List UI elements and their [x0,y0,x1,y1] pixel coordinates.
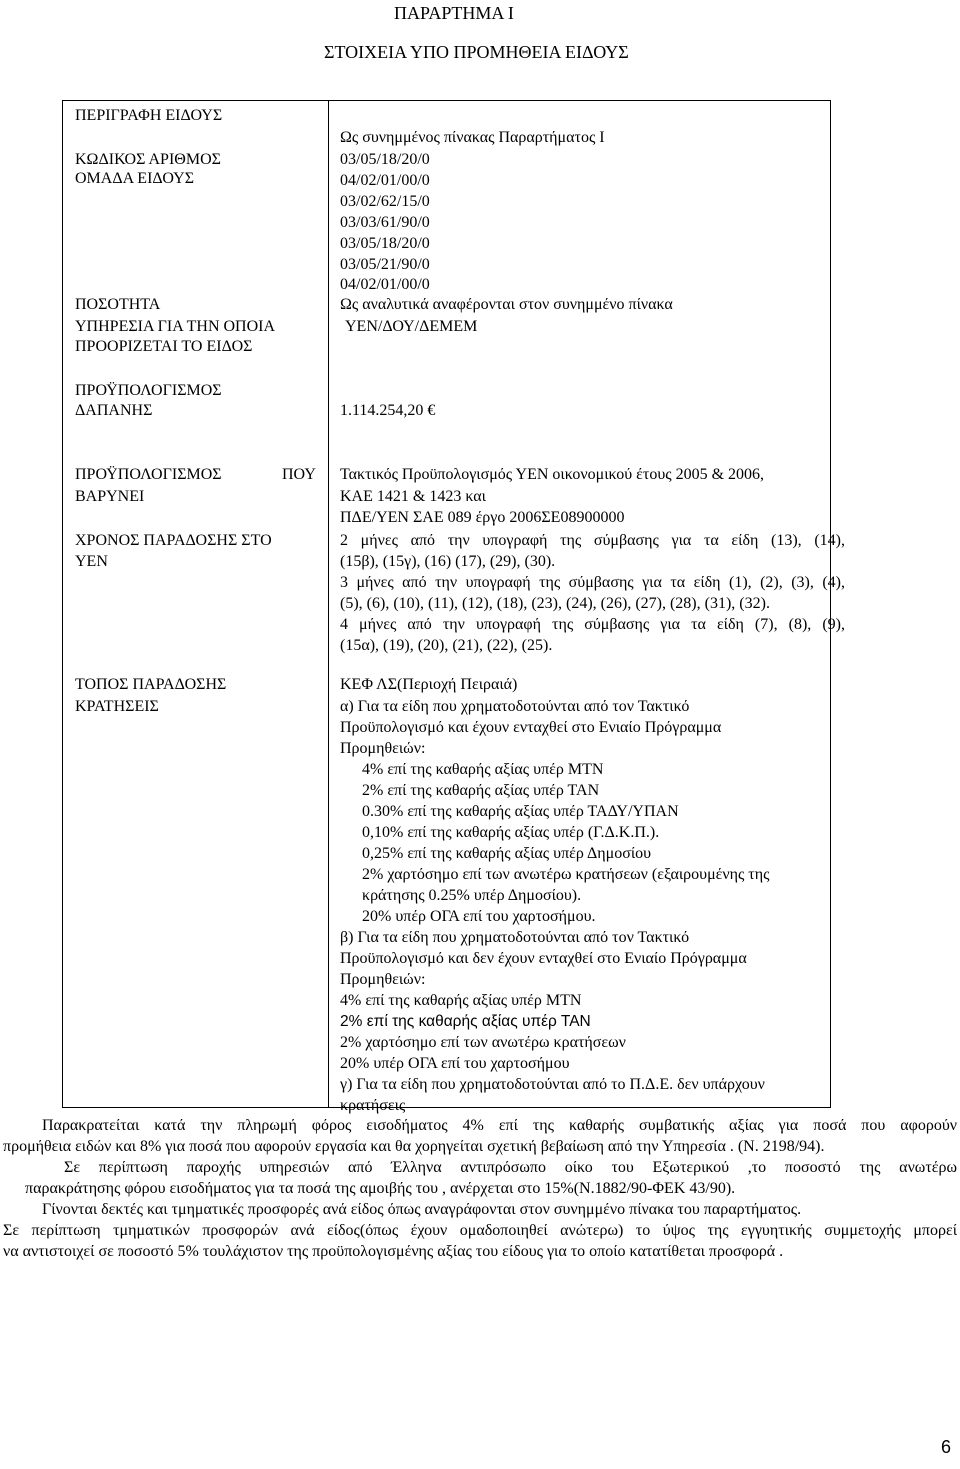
value-code: 03/05/18/20/0 [340,235,430,252]
value-deductions-b-intro3: Προμηθειών: [340,971,426,988]
value-deductions-a-2: 2% επί της καθαρής αξίας υπέρ ΤΑΝ [362,782,600,799]
value-code: 03/02/62/15/0 [340,193,430,210]
label-delivery-time-line1: ΧΡΟΝΟΣ ΠΑΡΑΔΟΣΗΣ ΣΤΟ [75,532,272,549]
page-number: 6 [941,1437,952,1457]
label-quantity: ΠΟΣΟΤΗΤΑ [75,296,161,313]
value-deductions-b-intro1: β) Για τα είδη που χρηματοδοτούνται από τον Τακτικό [340,929,690,946]
value-charged-budget-line3: ΠΔΕ/ΥΕΝ ΣΑΕ 089 έργο 2006ΣΕ08900000 [340,509,625,526]
label-charged-budget-line2: ΒΑΡΥΝΕΙ [75,488,145,505]
label-deductions: ΚΡΑΤΗΣΕΙΣ [75,698,159,715]
value-deductions-a-intro1: α) Για τα είδη που χρηματοδοτούνται από τον Τακτικό [340,698,690,715]
value-delivery-time-3a: 4 μήνες από την υπογραφή της σύμβασης για τα είδη (7), (8), (9), [340,616,845,633]
label-charged-budget-b: ΠΟΥ [282,466,316,483]
label-delivery-place: ΤΟΠΟΣ ΠΑΡΑΔΟΣΗΣ [75,676,227,693]
label-service-line2: ΠΡΟΟΡΙΖΕΤΑΙ ΤΟ ΕΙΔΟΣ [75,338,253,355]
label-service-line1: ΥΠΗΡΕΣΙΑ ΓΙΑ ΤΗΝ ΟΠΟΙΑ [75,318,276,335]
appendix-title: ΠΑΡΑΡΤΗΜΑ Ι [394,3,514,23]
value-description: Ως συνημμένος πίνακας Παραρτήματος Ι [340,129,605,146]
value-deductions-a-4: 0,10% επί της καθαρής αξίας υπέρ (Γ.Δ.Κ.Π.). [362,824,660,841]
value-deductions-a-6a: 2% χαρτόσημο επί των ανωτέρω κρατήσεων (εξαιρουμένης της [362,866,770,883]
tax-withholding-line1: Παρακρατείται κατά την πληρωμή φόρος εισοδήματος 4% επί της καθαρής συμβατικής αξίας για ποσά που αφορούν [42,1117,957,1134]
value-deductions-a-1: 4% επί της καθαρής αξίας υπέρ ΜΤΝ [362,761,604,778]
value-deductions-a-intro2: Προϋπολογισμό και έχουν ενταχθεί στο Ενιαίο Πρόγραμμα [340,719,722,736]
label-code-line2: ΟΜΑΔΑ ΕΙΔΟΥΣ [75,170,195,187]
guarantee-note-line1: Σε περίπτωση τμηματικών προσφορών ανά είδος(όπως έχουν ομαδοποιηθεί ανώτερω) το ύψος της εγγυητικής συμμετοχής μπορεί [3,1222,957,1239]
value-charged-budget-line2: ΚΑΕ 1421 & 1423 και [340,488,486,505]
value-deductions-a-7: 20% υπέρ ΟΓΑ επί του χαρτοσήμου. [362,908,596,925]
value-deductions-b-3: 2% χαρτόσημο επί των ανωτέρω κρατήσεων [340,1034,626,1051]
value-delivery-time-2b: (5), (6), (10), (11), (12), (18), (23), (24), (26), (27), (28), (31), (32). [340,595,770,612]
label-charged-budget-a: ΠΡΟΫΠΟΛΟΓΙΣΜΟΣ [75,466,222,483]
value-delivery-time-3b: (15α), (19), (20), (21), (22), (25). [340,637,553,654]
table-column-divider [328,101,329,1107]
value-deductions-b-intro2: Προϋπολογισμό και δεν έχουν ενταχθεί στο Ενιαίο Πρόγραμμα [340,950,747,967]
label-code-line1: ΚΩΔΙΚΟΣ ΑΡΙΘΜΟΣ [75,151,221,168]
label-budget-line1: ΠΡΟΫΠΟΛΟΓΙΣΜΟΣ [75,382,222,399]
value-deductions-a-6b: κράτησης 0.25% υπέρ Δημοσίου). [362,887,582,904]
value-code: 03/05/18/20/0 [340,151,430,168]
value-deductions-a-intro3: Προμηθειών: [340,740,426,757]
guarantee-note-line2: να αντιστοιχεί σε ποσοστό 5% τουλάχιστον της προϋπολογισμένης αξίας του είδους για το οποίο κατατίθεται προσφορά . [3,1243,784,1260]
value-deductions-c1: γ) Για τα είδη που χρηματοδοτούνται από το Π.Δ.Ε. δεν υπάρχουν [340,1076,765,1093]
document-subtitle: ΣΤΟΙΧΕΙΑ ΥΠΟ ΠΡΟΜΗΘΕΙΑ ΕΙΔΟΥΣ [324,42,629,62]
value-budget: 1.114.254,20 € [340,402,436,419]
label-description: ΠΕΡΙΓΡΑΦΗ ΕΙΔΟΥΣ [75,107,223,124]
tax-withholding-line2: προμήθεια ειδών και 8% για ποσά που αφορούν εργασία και θα χορηγείται σχετική βεβαίωση από την Υπηρεσία . (Ν. 2198/94). [3,1138,825,1155]
label-delivery-time-line2: ΥΕΝ [75,553,108,570]
value-deductions-c2: κρατήσεις [340,1097,406,1114]
value-code: 03/05/21/90/0 [340,256,430,273]
value-deductions-a-5: 0,25% επί της καθαρής αξίας υπέρ Δημοσίου [362,845,652,862]
value-deductions-a-3: 0.30% επί της καθαρής αξίας υπέρ ΤΑΔΥ/ΥΠΑΝ [362,803,679,820]
value-deductions-b-1: 4% επί της καθαρής αξίας υπέρ ΜΤΝ [340,992,582,1009]
foreign-representative-line2: παρακράτησης φόρου εισοδήματος για τα ποσά της αμοιβής του , ανέρχεται στο 15%(Ν.1882/90-ΦΕΚ 43/90). [25,1180,736,1197]
value-quantity: Ως αναλυτικά αναφέρονται στον συνημμένο πίνακα [340,296,673,313]
value-delivery-place: ΚΕΦ ΛΣ(Περιοχή Πειραιά) [340,676,518,693]
value-delivery-time-2a: 3 μήνες από την υπογραφή της σύμβασης για τα είδη (1), (2), (3), (4), [340,574,845,591]
value-delivery-time-1a: 2 μήνες από την υπογραφή της σύμβασης για τα είδη (13), (14), [340,532,845,549]
label-budget-line2: ΔΑΠΑΝΗΣ [75,402,153,419]
value-delivery-time-1b: (15β), (15γ), (16) (17), (29), (30). [340,553,556,570]
foreign-representative-line1: Σε περίπτωση παροχής υπηρεσιών από Έλληνα αντιπρόσωπο οίκο του Εξωτερικού ,το ποσοστό της ανωτέρω [64,1159,957,1176]
value-service: ΥΕΝ/ΔΟΥ/ΔΕΜΕΜ [345,318,478,335]
value-code: 03/03/61/90/0 [340,214,430,231]
value-code: 04/02/01/00/0 [340,172,430,189]
value-code: 04/02/01/00/0 [340,276,430,293]
partial-offers-note: Γίνονται δεκτές και τμηματικές προσφορές ανά είδος όπως αναγράφονται στον συνημμένο πίνακα του παραρτήματος. [42,1201,802,1218]
value-charged-budget-line1: Τακτικός Προϋπολογισμός ΥΕΝ οικονομικού έτους 2005 & 2006, [340,466,765,483]
value-deductions-b-2: 2% επί της καθαρής αξίας υπέρ ΤΑΝ [340,1013,591,1030]
value-deductions-b-4: 20% υπέρ ΟΓΑ επί του χαρτοσήμου [340,1055,570,1072]
